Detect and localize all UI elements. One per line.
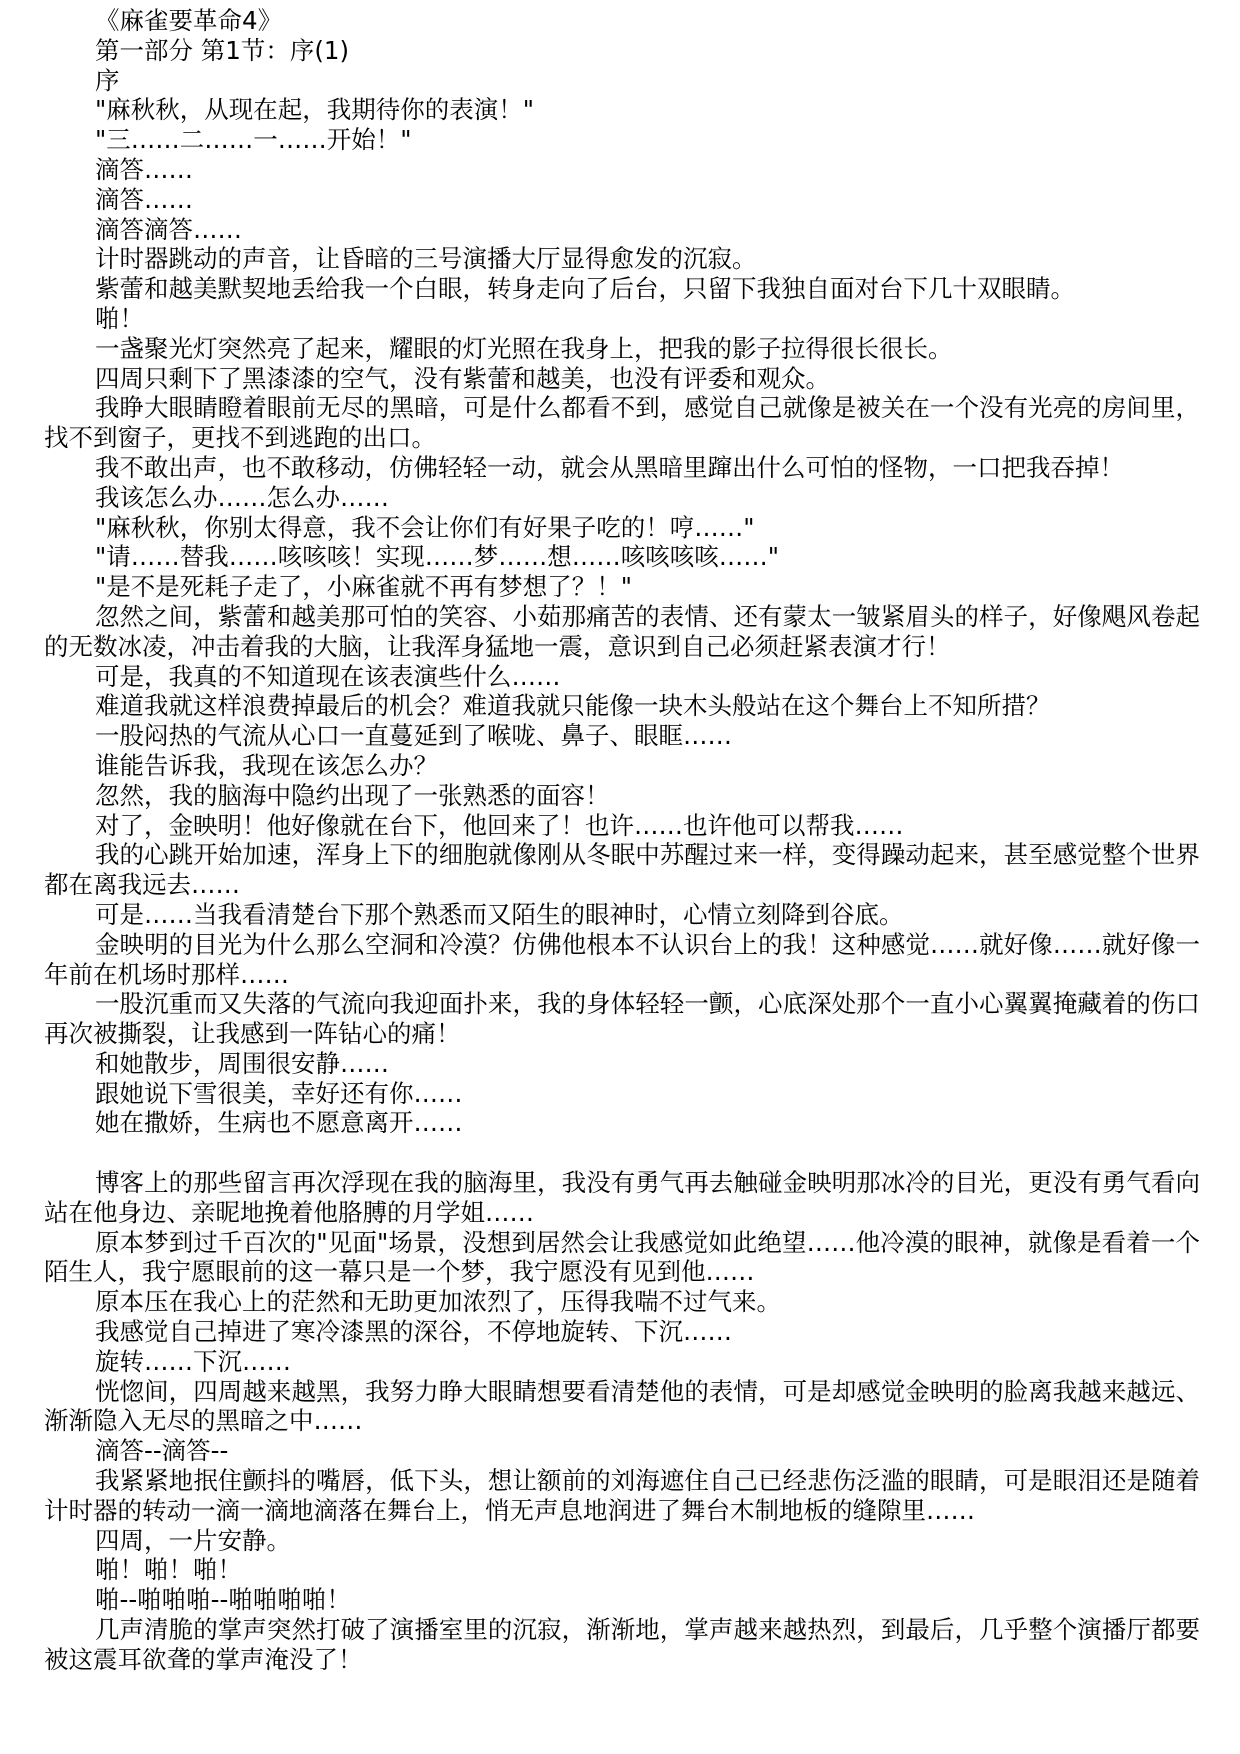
paragraph: 跟她说下雪很美，幸好还有你…… [95,1078,463,1108]
paragraph: 我紧紧地抿住颤抖的嘴唇，低下头，想让额前的刘海遮住自己已经悲伤泛滥的眼睛，可是眼泪还是随着计时器的转动一滴一滴地滴落在舞台上，悄无声息地润进了舞台木制地板的缝隙里…… [44,1466,1200,1525]
paragraph: 一股沉重而又失落的气流向我迎面扑来，我的身体轻轻一颤，心底深处那个一直小心翼翼掩藏着的伤口再次被撕裂，让我感到一阵钻心的痛！ [44,989,1200,1049]
paragraph: 滴答滴答…… [95,214,242,244]
paragraph: 对了，金映明！他好像就在台下，他回来了！也许……也许他可以帮我…… [95,810,904,840]
paragraph: 紫蕾和越美默契地丢给我一个白眼，转身走向了后台，只留下我独自面对台下几十双眼睛。 [95,274,1075,304]
paragraph: 难道我就这样浪费掉最后的机会？难道我就只能像一块木头般站在这个舞台上不知所措？ [95,691,1051,721]
paragraph: "三……二……一……开始！" [95,125,412,155]
paragraph: 几声清脆的掌声突然打破了演播室里的沉寂，渐渐地，掌声越来越热烈，到最后，几乎整个演播厅都要被这震耳欲聋的掌声淹没了！ [44,1615,1200,1674]
paragraph: "是不是死耗子走了，小麻雀就不再有梦想了？！" [95,572,633,602]
paragraph: 和她散步，周围很安静…… [95,1048,389,1078]
paragraph: 滴答…… [95,154,193,184]
paragraph: 金映明的目光为什么那么空洞和冷漠？仿佛他根本不认识台上的我！这种感觉……就好像……就好像一年前在机场时那样…… [44,929,1200,989]
paragraph: "请……替我……咳咳咳！实现……梦……想……咳咳咳咳……" [95,542,780,572]
document-page [44,6,1200,1675]
paragraph: 我该怎么办……怎么办…… [95,482,389,512]
paragraph: 四周，一片安静。 [95,1525,291,1555]
paragraph: 可是，我真的不知道现在该表演些什么…… [95,661,561,691]
paragraph: 啪！啪！啪！ [95,1555,242,1585]
paragraph: 她在撒娇，生病也不愿意离开…… [95,1108,463,1138]
paragraph: 可是……当我看清楚台下那个熟悉而又陌生的眼神时，心情立刻降到谷底。 [95,899,904,929]
section-heading: 第一部分 第1节：序(1) [95,35,350,65]
paragraph: 滴答--滴答-- [95,1436,229,1466]
paragraph: 我感觉自己掉进了寒冷漆黑的深谷，不停地旋转、下沉…… [95,1317,732,1347]
paragraph: 一股闷热的气流从心口一直蔓延到了喉咙、鼻子、眼眶…… [95,721,732,751]
paragraph: 我的心跳开始加速，浑身上下的细胞就像刚从冬眠中苏醒过来一样，变得躁动起来，甚至感觉整个世界都在离我远去…… [44,840,1200,900]
paragraph: 一盏聚光灯突然亮了起来，耀眼的灯光照在我身上，把我的影子拉得很长很长。 [95,333,953,363]
paragraph: 博客上的那些留言再次浮现在我的脑海里，我没有勇气再去触碰金映明那冰冷的目光，更没有勇气看向站在他身边、亲昵地挽着他胳膊的月学姐…… [44,1168,1200,1227]
paragraph: "麻秋秋，从现在起，我期待你的表演！" [95,95,535,125]
paragraph: 原本梦到过千百次的"见面"场景，没想到居然会让我感觉如此绝望……他冷漠的眼神，就像是看着一个陌生人，我宁愿眼前的这一幕只是一个梦，我宁愿没有见到他…… [44,1227,1200,1287]
paragraph: 啪--啪啪啪--啪啪啪啪！ [95,1585,351,1615]
paragraph: 滴答…… [95,184,193,214]
paragraph: 原本压在我心上的茫然和无助更加浓烈了，压得我喘不过气来。 [95,1287,781,1317]
paragraph: "麻秋秋，你别太得意，我不会让你们有好果子吃的！哼……" [95,512,755,542]
body-text [44,95,1200,1674]
blank-line [44,1138,1200,1168]
paragraph: 恍惚间，四周越来越黑，我努力睁大眼睛想要看清楚他的表情，可是却感觉金映明的脸离我越来越远、渐渐隐入无尽的黑暗之中…… [44,1376,1200,1436]
paragraph: 计时器跳动的声音，让昏暗的三号演播大厅显得愈发的沉寂。 [95,244,757,274]
paragraph: 忽然，我的脑海中隐约出现了一张熟悉的面容！ [95,780,610,810]
paragraph: 谁能告诉我，我现在该怎么办？ [95,750,438,780]
paragraph: 忽然之间，紫蕾和越美那可怕的笑容、小茹那痛苦的表情、还有蒙太一皱紧眉头的样子，好像飓风卷起的无数冰凌，冲击着我的大脑，让我浑身猛地一震，意识到自己必须赶紧表演才行！ [44,601,1200,661]
paragraph: 我不敢出声，也不敢移动，仿佛轻轻一动，就会从黑暗里蹿出什么可怕的怪物，一口把我吞掉！ [95,452,1124,482]
preface-heading: 序 [95,65,120,95]
paragraph: 啪！ [95,303,144,333]
book-title: 《麻雀要革命4》 [95,6,283,35]
paragraph: 旋转……下沉…… [95,1346,291,1376]
paragraph: 四周只剩下了黑漆漆的空气，没有紫蕾和越美，也没有评委和观众。 [95,363,830,393]
paragraph: 我睁大眼睛瞪着眼前无尽的黑暗，可是什么都看不到，感觉自己就像是被关在一个没有光亮的房间里，找不到窗子，更找不到逃跑的出口。 [44,393,1200,453]
